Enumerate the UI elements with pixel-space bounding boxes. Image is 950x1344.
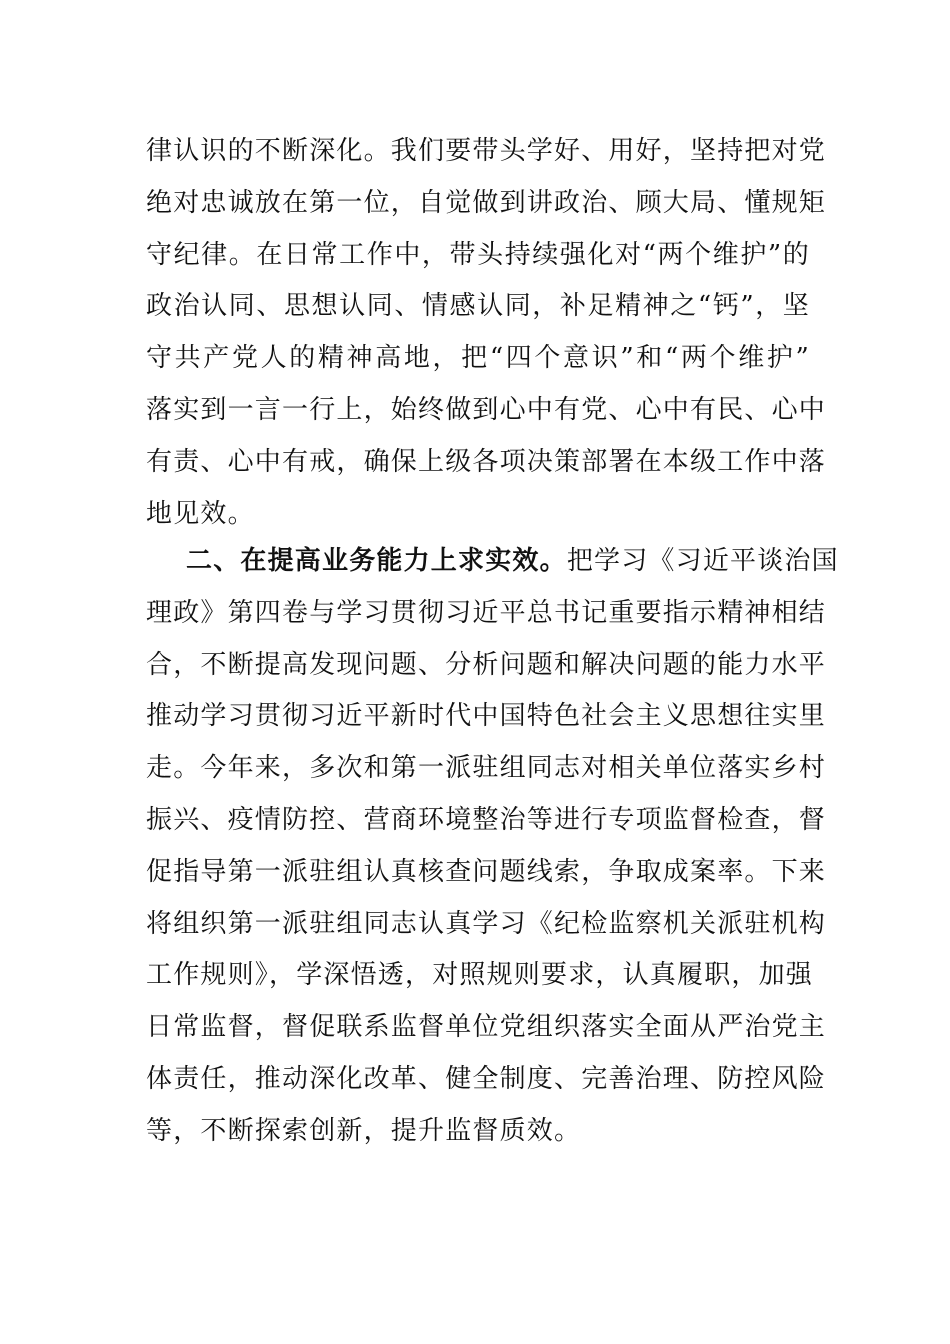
paragraph-2-line: 将组织第一派驻组同志认真学习《纪检监察机关派驻机构 bbox=[146, 908, 827, 939]
paragraph-1-line: 守共产党人的精神高地，把“四个意识”和“两个维护” bbox=[146, 343, 810, 374]
paragraph-1-line: 有责、心中有戒，确保上级各项决策部署在本级工作中落 bbox=[146, 446, 827, 477]
paragraph-2-line: 体责任，推动深化改革、健全制度、完善治理、防控风险 bbox=[146, 1063, 827, 1094]
paragraph-1-line: 律认识的不断深化。我们要带头学好、用好，坚持把对党 bbox=[146, 136, 827, 166]
paragraph-2-line: 合，不断提高发现问题、分析问题和解决问题的能力水平 bbox=[146, 649, 827, 680]
paragraph-2-line: 振兴、疫情防控、营商环境整治等进行专项监督检查，督 bbox=[146, 804, 827, 835]
paragraph-1 bbox=[146, 126, 827, 540]
paragraph-2 bbox=[146, 536, 839, 1158]
paragraph-2-line: 等，不断探索创新，提升监督质效。 bbox=[146, 1115, 582, 1146]
paragraph-2-line: 走。今年来，多次和第一派驻组同志对相关单位落实乡村 bbox=[146, 753, 827, 784]
paragraph-1-line: 守纪律。在日常工作中，带头持续强化对“两个维护”的 bbox=[146, 239, 810, 270]
paragraph-1-line: 绝对忠诚放在第一位，自觉做到讲政治、顾大局、懂规矩 bbox=[146, 187, 827, 218]
paragraph-2-line: 工作规则》，学深悟透，对照规则要求，认真履职，加强 bbox=[146, 960, 814, 991]
paragraph-2-line: 理政》第四卷与学习贯彻习近平总书记重要指示精神相结 bbox=[146, 597, 827, 628]
paragraph-2-first-line bbox=[146, 536, 839, 588]
section-heading: 二、在提高业务能力上求实效。 bbox=[186, 546, 567, 576]
paragraph-1-line: 地见效。 bbox=[146, 498, 255, 529]
paragraph-1-line: 落实到一言一行上，始终做到心中有党、心中有民、心中 bbox=[146, 394, 827, 425]
paragraph-2-line: 促指导第一派驻组认真核查问题线索，争取成案率。下来 bbox=[146, 856, 827, 887]
paragraph-1-line: 政治认同、思想认同、情感认同，补足精神之“钙”，坚 bbox=[146, 291, 810, 322]
paragraph-2-line: 推动学习贯彻习近平新时代中国特色社会主义思想往实里 bbox=[146, 701, 827, 732]
paragraph-2-line: 日常监督，督促联系监督单位党组织落实全面从严治党主 bbox=[146, 1012, 827, 1043]
paragraph-2-first-line-text: 把学习《习近平谈治国 bbox=[566, 546, 839, 576]
